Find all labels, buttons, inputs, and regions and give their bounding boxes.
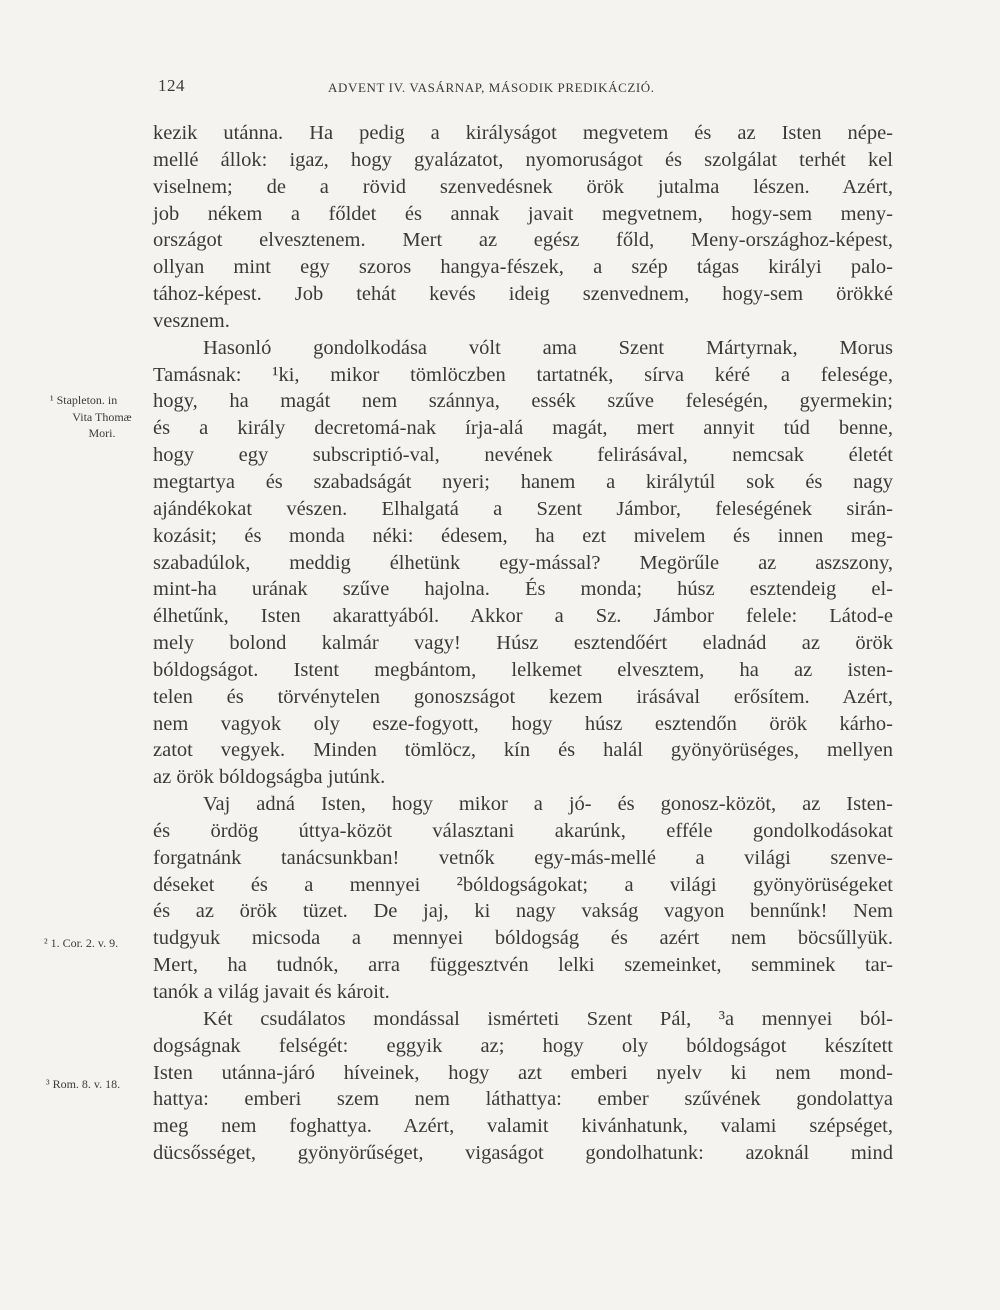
running-head: ADVENT IV. VASÁRNAP, MÁSODIK PREDIKÁCZIÓ. <box>328 80 655 95</box>
text-line: telen és törvénytelen gonoszságot kezem irásával erősítem. Azért, <box>153 685 893 708</box>
text-line: ollyan mint egy szoros hangya-fészek, a szép tágas királyi palo- <box>153 256 893 279</box>
text-line: hogy egy subscriptió-val, nevének felirásával, nemcsak életét <box>153 444 893 467</box>
margin-note-stapleton: ¹ Stapleton. in <box>50 393 118 407</box>
margin-note-corinthians: ² 1. Cor. 2. v. 9. <box>44 936 119 950</box>
text-line: kozásit; és monda néki: édesem, ha ezt mivelem és innen meg- <box>153 524 893 547</box>
text-line: megtartya és szabadságát nyeri; hanem a királytúl sok és nagy <box>153 470 893 493</box>
text-line: Mert, ha tudnók, arra függesztvén lelki szemeinket, semminek tar- <box>153 954 893 977</box>
text-line: mint-ha urának szűve hajolna. És monda; húsz esztendeig el- <box>153 578 893 601</box>
margin-note-stapleton-cont: Mori. <box>88 426 116 440</box>
text-line: az örök bóldogságba jutúnk. <box>153 766 386 789</box>
text-line: és a király decretomá-nak írja-alá magát, mert annyit túd benne, <box>153 417 893 440</box>
text-line: dücsősséget, gyönyörűséget, vigaságot gondolhatunk: azoknál mind <box>153 1142 893 1165</box>
text-line: tához-képest. Job tehát kevés ideig szenvednem, hogy-sem örökké <box>153 283 893 306</box>
text-line: viselnem; de a rövid szenvedésnek örök jutalma lészen. Azért, <box>153 175 893 198</box>
paragraph-start-line: Vaj adná Isten, hogy mikor a jó- és gonosz-közöt, az Isten- <box>203 793 893 816</box>
paragraph-start-line: Hasonló gondolkodása vólt ama Szent Mártyrnak, Morus <box>203 336 893 359</box>
text-line: déseket és a mennyei ²bóldogságokat; a világi gyönyörüségeket <box>153 873 893 896</box>
text-line: tudgyuk micsoda a mennyei bóldogság és azért nem böcsűllyük. <box>153 927 893 950</box>
text-line: mely bolond kalmár vagy! Húsz esztendőért eladnád az örök <box>153 632 893 655</box>
body-text <box>153 120 893 1167</box>
text-line: országot elvesztenem. Mert az egész főld, Meny-országhoz-képest, <box>153 229 893 252</box>
text-line: hogy, ha magát nem szánnya, essék szűve feleségén, gyermekin; <box>153 390 893 413</box>
text-line: zatot vegyek. Minden tömlöcz, kín és halál gyönyörüséges, mellyen <box>153 739 893 762</box>
text-line: nem vagyok oly esze-fogyott, hogy húsz esztendőn örök kárho- <box>153 712 893 735</box>
text-line: meg nem foghattya. Azért, valamit kivánhatunk, valami szépséget, <box>153 1115 893 1138</box>
page-number: 124 <box>158 76 185 95</box>
text-line: hattya: emberi szem nem láthattya: ember szűvének gondolattya <box>153 1088 893 1111</box>
text-line: mellé állok: igaz, hogy gyalázatot, nyomoruságot és szolgálat terhét kel <box>153 148 893 171</box>
text-line: bóldogságot. Istent megbántom, lelkemet elvesztem, ha az isten- <box>153 658 893 681</box>
margin-note-stapleton-cont: Vita Thomæ <box>72 410 132 424</box>
margin-note-romans: ³ Rom. 8. v. 18. <box>46 1077 121 1091</box>
text-line: kezik utánna. Ha pedig a királyságot megvetem és az Isten népe- <box>153 122 893 144</box>
text-line: dogságnak felségét: eggyik az; hogy oly bóldogságot készített <box>153 1034 893 1057</box>
text-line: élhetűnk, Isten akarattyából. Akkor a Sz. Jámbor felele: Látod-e <box>153 605 893 628</box>
text-line: és ördög úttya-közöt választani akarúnk, efféle gondolkodásokat <box>153 819 893 842</box>
text-line: forgatnánk tanácsunkban! vetnők egy-más-mellé a világi szenve- <box>153 846 893 869</box>
text-line: Isten utánna-járó híveinek, hogy azt emberi nyelv ki nem mond- <box>153 1061 893 1084</box>
text-line: ajándékokat vészen. Elhalgatá a Szent Jámbor, feleségének sirán- <box>153 497 893 520</box>
text-line: Tamásnak: ¹ki, mikor tömlöczben tartatnék, sírva kéré a felesége, <box>153 363 893 386</box>
text-line: tanók a világ javait és károit. <box>153 981 390 1003</box>
page-header <box>0 76 1000 100</box>
text-line: szabadúlok, meddig élhetünk egy-mással? Megörűle az aszszony, <box>153 551 893 574</box>
text-line: job nékem a főldet és annak javait megvetnem, hogy-sem meny- <box>153 202 893 225</box>
text-line: és az örök tüzet. De jaj, ki nagy vakság vagyon bennűnk! Nem <box>153 900 893 923</box>
text-line: vesznem. <box>153 309 230 332</box>
paragraph-start-line: Két csudálatos mondással ismérteti Szent Pál, ³a mennyei ból- <box>203 1007 893 1030</box>
